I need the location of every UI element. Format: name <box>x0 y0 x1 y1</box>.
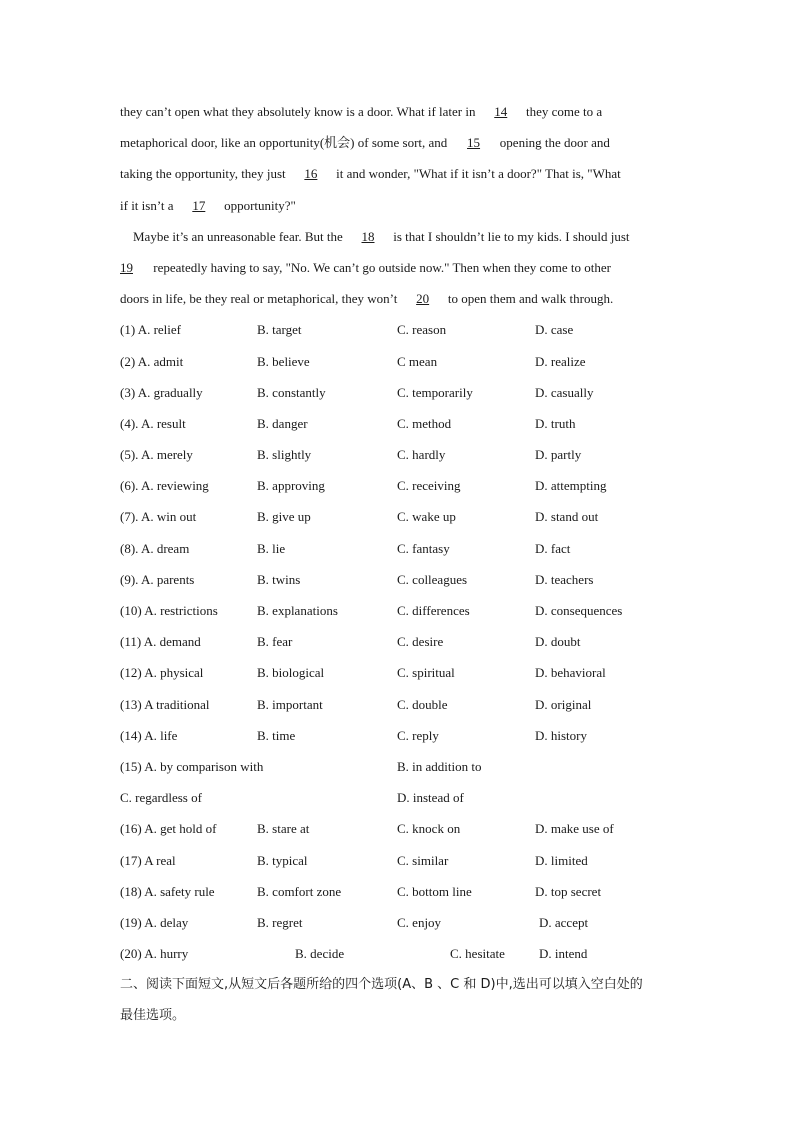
option-b: B. comfort zone <box>257 883 342 899</box>
question-row <box>120 377 680 408</box>
option-d: D. intend <box>539 946 588 962</box>
option-d: D. limited <box>535 852 588 868</box>
option-c: C. colleagues <box>397 571 468 587</box>
blank-19: 19 <box>120 259 133 275</box>
option-b: B. stare at <box>257 821 310 837</box>
passage-text: is that I shouldn’t lie to my kids. I should just <box>390 228 630 244</box>
option-a: (1) A. relief <box>120 322 182 338</box>
option-c: C. temporarily <box>397 384 473 400</box>
question-row <box>120 439 680 470</box>
option-b: B. target <box>257 322 302 338</box>
passage-text: doors in life, be they real or metaphorical, they won’t <box>120 291 401 307</box>
passage-text: they can’t open what they absolutely know is a door. What if later in <box>120 104 479 119</box>
option-d: D. casually <box>535 384 594 400</box>
blank-17: 17 <box>192 197 206 213</box>
passage-line <box>120 158 680 189</box>
option-b: B. typical <box>257 852 308 868</box>
option-a: (19) A. delay <box>120 914 189 930</box>
option-a: (18) A. safety rule <box>120 883 215 899</box>
option-a: (6). A. reviewing <box>120 478 209 494</box>
blank-16: 16 <box>304 166 318 182</box>
option-b: B. biological <box>257 665 325 681</box>
option-b: B. constantly <box>257 384 326 400</box>
question-row <box>120 501 680 532</box>
option-a: (3) A. gradually <box>120 384 203 400</box>
section-heading: 二、阅读下面短文,从短文后各题所给的四个选项(A、B 、C 和 D)中,选出可以填入空白处的 <box>120 977 643 993</box>
option-b: B. fear <box>257 634 293 650</box>
option-a: (16) A. get hold of <box>120 821 217 837</box>
option-b: B. slightly <box>257 447 312 463</box>
option-d: D. fact <box>535 540 571 556</box>
question-row <box>120 907 680 938</box>
option-a: (13) A traditional <box>120 696 210 712</box>
option-b: B. give up <box>257 509 311 525</box>
option-a: (14) A. life <box>120 727 178 743</box>
option-d: D. behavioral <box>535 665 606 681</box>
option-c: C. regardless of <box>120 790 202 806</box>
question-row <box>120 720 680 751</box>
question-row <box>120 813 680 844</box>
passage-line <box>120 127 680 158</box>
option-d: D. accept <box>539 914 589 930</box>
blank-18: 18 <box>361 228 375 244</box>
passage-text: opening the door and <box>496 135 610 151</box>
option-c: C. method <box>397 415 452 431</box>
question-row <box>120 845 680 876</box>
option-c: C. wake up <box>397 509 456 525</box>
option-b: B. approving <box>257 478 325 494</box>
passage-line <box>120 96 680 127</box>
passage-text: metaphorical door, like an opportunity(机会) of some sort, and <box>120 135 451 151</box>
option-d: D. truth <box>535 415 576 431</box>
blank-15: 15 <box>467 135 481 151</box>
option-c: C. double <box>397 696 448 712</box>
question-row <box>120 626 680 657</box>
option-c: C. fantasy <box>397 540 450 556</box>
option-c: C mean <box>397 353 438 369</box>
blank-14: 14 <box>494 104 508 119</box>
option-a: (2) A. admit <box>120 353 184 369</box>
passage-line <box>120 283 680 314</box>
option-a: (10) A. restrictions <box>120 603 218 618</box>
question-row <box>120 876 680 907</box>
question-row <box>120 314 680 345</box>
option-a: (8). A. dream <box>120 540 190 556</box>
option-a: (12) A. physical <box>120 665 204 681</box>
question-row <box>120 938 680 969</box>
option-d: D. realize <box>535 353 586 369</box>
question-row <box>120 408 680 439</box>
option-d: D. teachers <box>535 571 594 587</box>
option-a: (4). A. result <box>120 415 186 431</box>
option-a: (17) A real <box>120 852 176 868</box>
option-d: D. history <box>535 727 587 743</box>
option-b: B. decide <box>295 946 345 962</box>
question-row <box>120 564 680 595</box>
question-row <box>120 782 680 813</box>
option-a: (11) A. demand <box>120 634 201 650</box>
question-row <box>120 689 680 720</box>
passage-text: if it isn’t a <box>120 197 177 213</box>
option-c: C. bottom line <box>397 883 472 899</box>
passage-line <box>120 252 680 283</box>
option-c: C. similar <box>397 852 449 868</box>
option-c: C. enjoy <box>397 914 442 930</box>
passage-text: it and wonder, "What if it isn’t a door?" That is, "What <box>332 166 621 182</box>
option-b: B. lie <box>257 540 286 556</box>
option-d: D. instead of <box>397 790 464 806</box>
passage-line <box>120 190 680 221</box>
option-a: (7). A. win out <box>120 509 197 525</box>
option-c: C. hardly <box>397 447 446 463</box>
passage-text: to open them and walk through. <box>444 291 614 307</box>
passage-line <box>120 221 680 252</box>
option-b: B. explanations <box>257 603 338 618</box>
option-d: D. doubt <box>535 634 581 650</box>
question-row <box>120 533 680 564</box>
question-row <box>120 751 680 782</box>
passage-text: Maybe it’s an unreasonable fear. But the <box>133 228 346 244</box>
question-row <box>120 470 680 501</box>
option-b: B. in addition to <box>397 758 482 774</box>
question-row <box>120 346 680 377</box>
option-c: C. reason <box>397 322 447 338</box>
option-a: (5). A. merely <box>120 447 193 463</box>
option-b: B. danger <box>257 415 308 431</box>
option-b: B. important <box>257 696 323 712</box>
option-d: D. make use of <box>535 821 614 837</box>
option-c: C. reply <box>397 727 439 743</box>
option-c: C. receiving <box>397 478 461 494</box>
passage-text: they come to a <box>522 104 603 119</box>
document-page <box>120 96 680 1032</box>
option-b: B. time <box>257 727 296 743</box>
blank-20: 20 <box>416 291 430 307</box>
passage-text: repeatedly having to say, "No. We can’t go outside now." Then when they come to other <box>150 259 611 275</box>
option-b: B. twins <box>257 571 301 587</box>
question-row <box>120 657 680 688</box>
option-a: (15) A. by comparison with <box>120 758 264 774</box>
option-a: (9). A. parents <box>120 571 195 587</box>
option-c: C. knock on <box>397 821 461 837</box>
section-heading-cont: 最佳选项。 <box>120 1008 186 1024</box>
option-d: D. consequences <box>535 603 623 618</box>
option-d: D. stand out <box>535 509 599 525</box>
passage-text: taking the opportunity, they just <box>120 166 289 182</box>
option-c: C. differences <box>397 603 470 618</box>
option-c: C. desire <box>397 634 444 650</box>
option-d: D. case <box>535 322 574 338</box>
option-d: D. partly <box>535 447 582 463</box>
option-c: C. spiritual <box>397 665 455 681</box>
option-d: D. original <box>535 696 592 712</box>
option-b: B. believe <box>257 353 310 369</box>
option-c: C. hesitate <box>450 946 505 962</box>
option-d: D. top secret <box>535 883 602 899</box>
passage-text: opportunity?" <box>220 197 296 213</box>
option-a: (20) A. hurry <box>120 946 189 962</box>
option-b: B. regret <box>257 914 303 930</box>
option-d: D. attempting <box>535 478 607 494</box>
question-row <box>120 595 680 626</box>
